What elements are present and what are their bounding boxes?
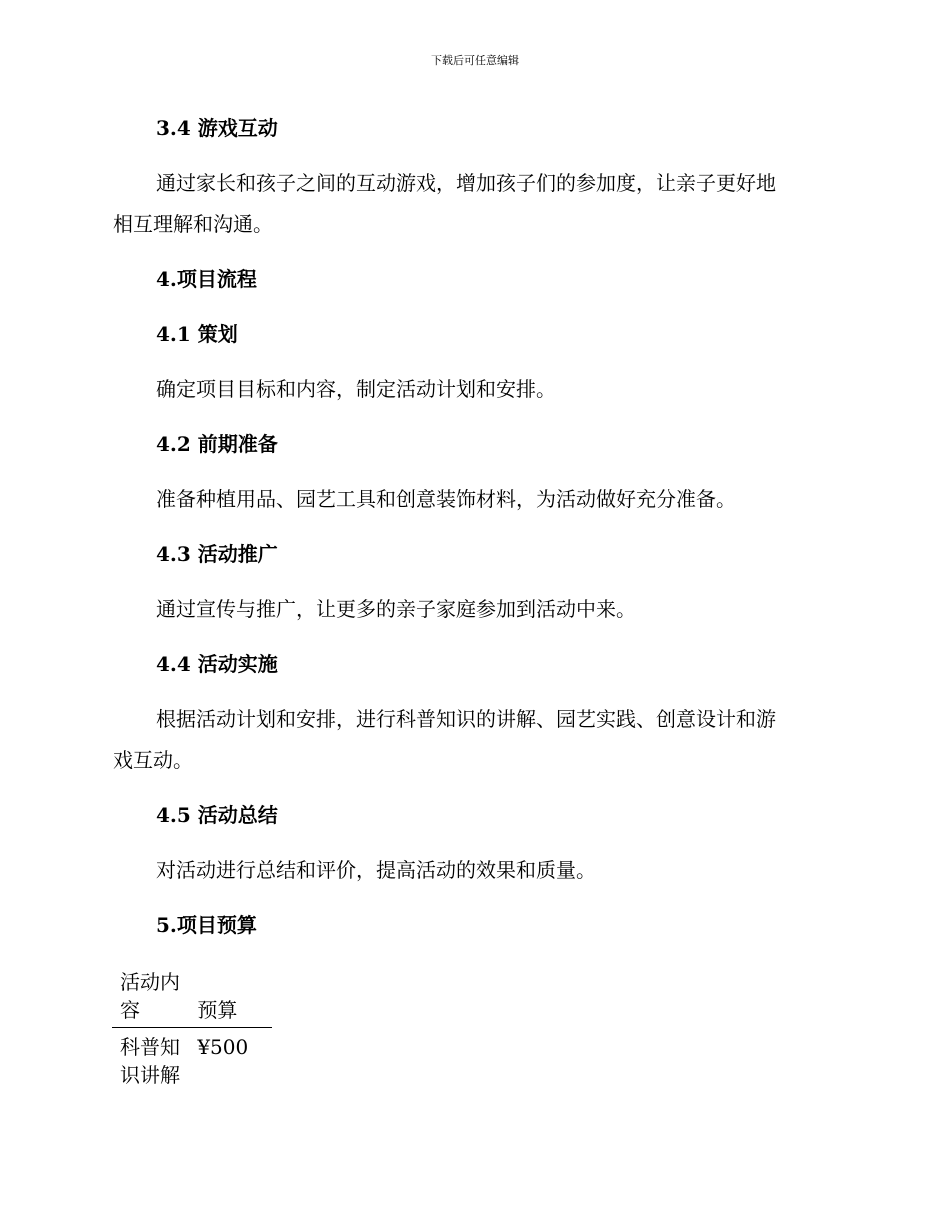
paragraph-4-4-line-1: 根据活动计划和安排，进行科普知识的讲解、园艺实践、创意设计和游 [156, 707, 776, 731]
section-heading-3-4: 3.4 游戏互动 [156, 116, 278, 140]
table-header-activity: 活动内容 [120, 970, 180, 1022]
budget-table [112, 968, 272, 1089]
table-header-budget-cell [185, 968, 272, 1024]
section-heading-4-2: 4.2 前期准备 [156, 432, 278, 456]
section-heading-4-5: 4.5 活动总结 [156, 803, 278, 827]
section-heading-4-3: 4.3 活动推广 [156, 542, 278, 566]
table-cell-budget: ¥500 [197, 1035, 249, 1059]
paragraph-4-1: 确定项目目标和内容，制定活动计划和安排。 [156, 377, 556, 401]
paragraph-3-4-line-1: 通过家长和孩子之间的互动游戏，增加孩子们的参加度，让亲子更好地 [156, 171, 776, 195]
paragraph-4-3: 通过宣传与推广，让更多的亲子家庭参加到活动中来。 [156, 597, 636, 621]
table-row [112, 1028, 272, 1089]
table-cell-activity: 科普知识讲解 [120, 1035, 180, 1087]
table-header-budget: 预算 [197, 998, 238, 1022]
paragraph-4-2: 准备种植用品、园艺工具和创意装饰材料，为活动做好充分准备。 [156, 487, 736, 511]
section-heading-4: 4.项目流程 [156, 267, 257, 291]
table-header-row [112, 968, 272, 1028]
page-header: 下载后可任意编辑 [431, 54, 519, 67]
paragraph-4-5: 对活动进行总结和评价，提高活动的效果和质量。 [156, 858, 596, 882]
section-heading-5: 5.项目预算 [156, 913, 257, 937]
paragraph-3-4-line-2: 相互理解和沟通。 [113, 212, 273, 236]
paragraph-4-4-line-2: 戏互动。 [113, 748, 193, 772]
section-heading-4-4: 4.4 活动实施 [156, 652, 278, 676]
table-cell-budget-cell [185, 1033, 272, 1089]
section-heading-4-1: 4.1 策划 [156, 322, 238, 346]
